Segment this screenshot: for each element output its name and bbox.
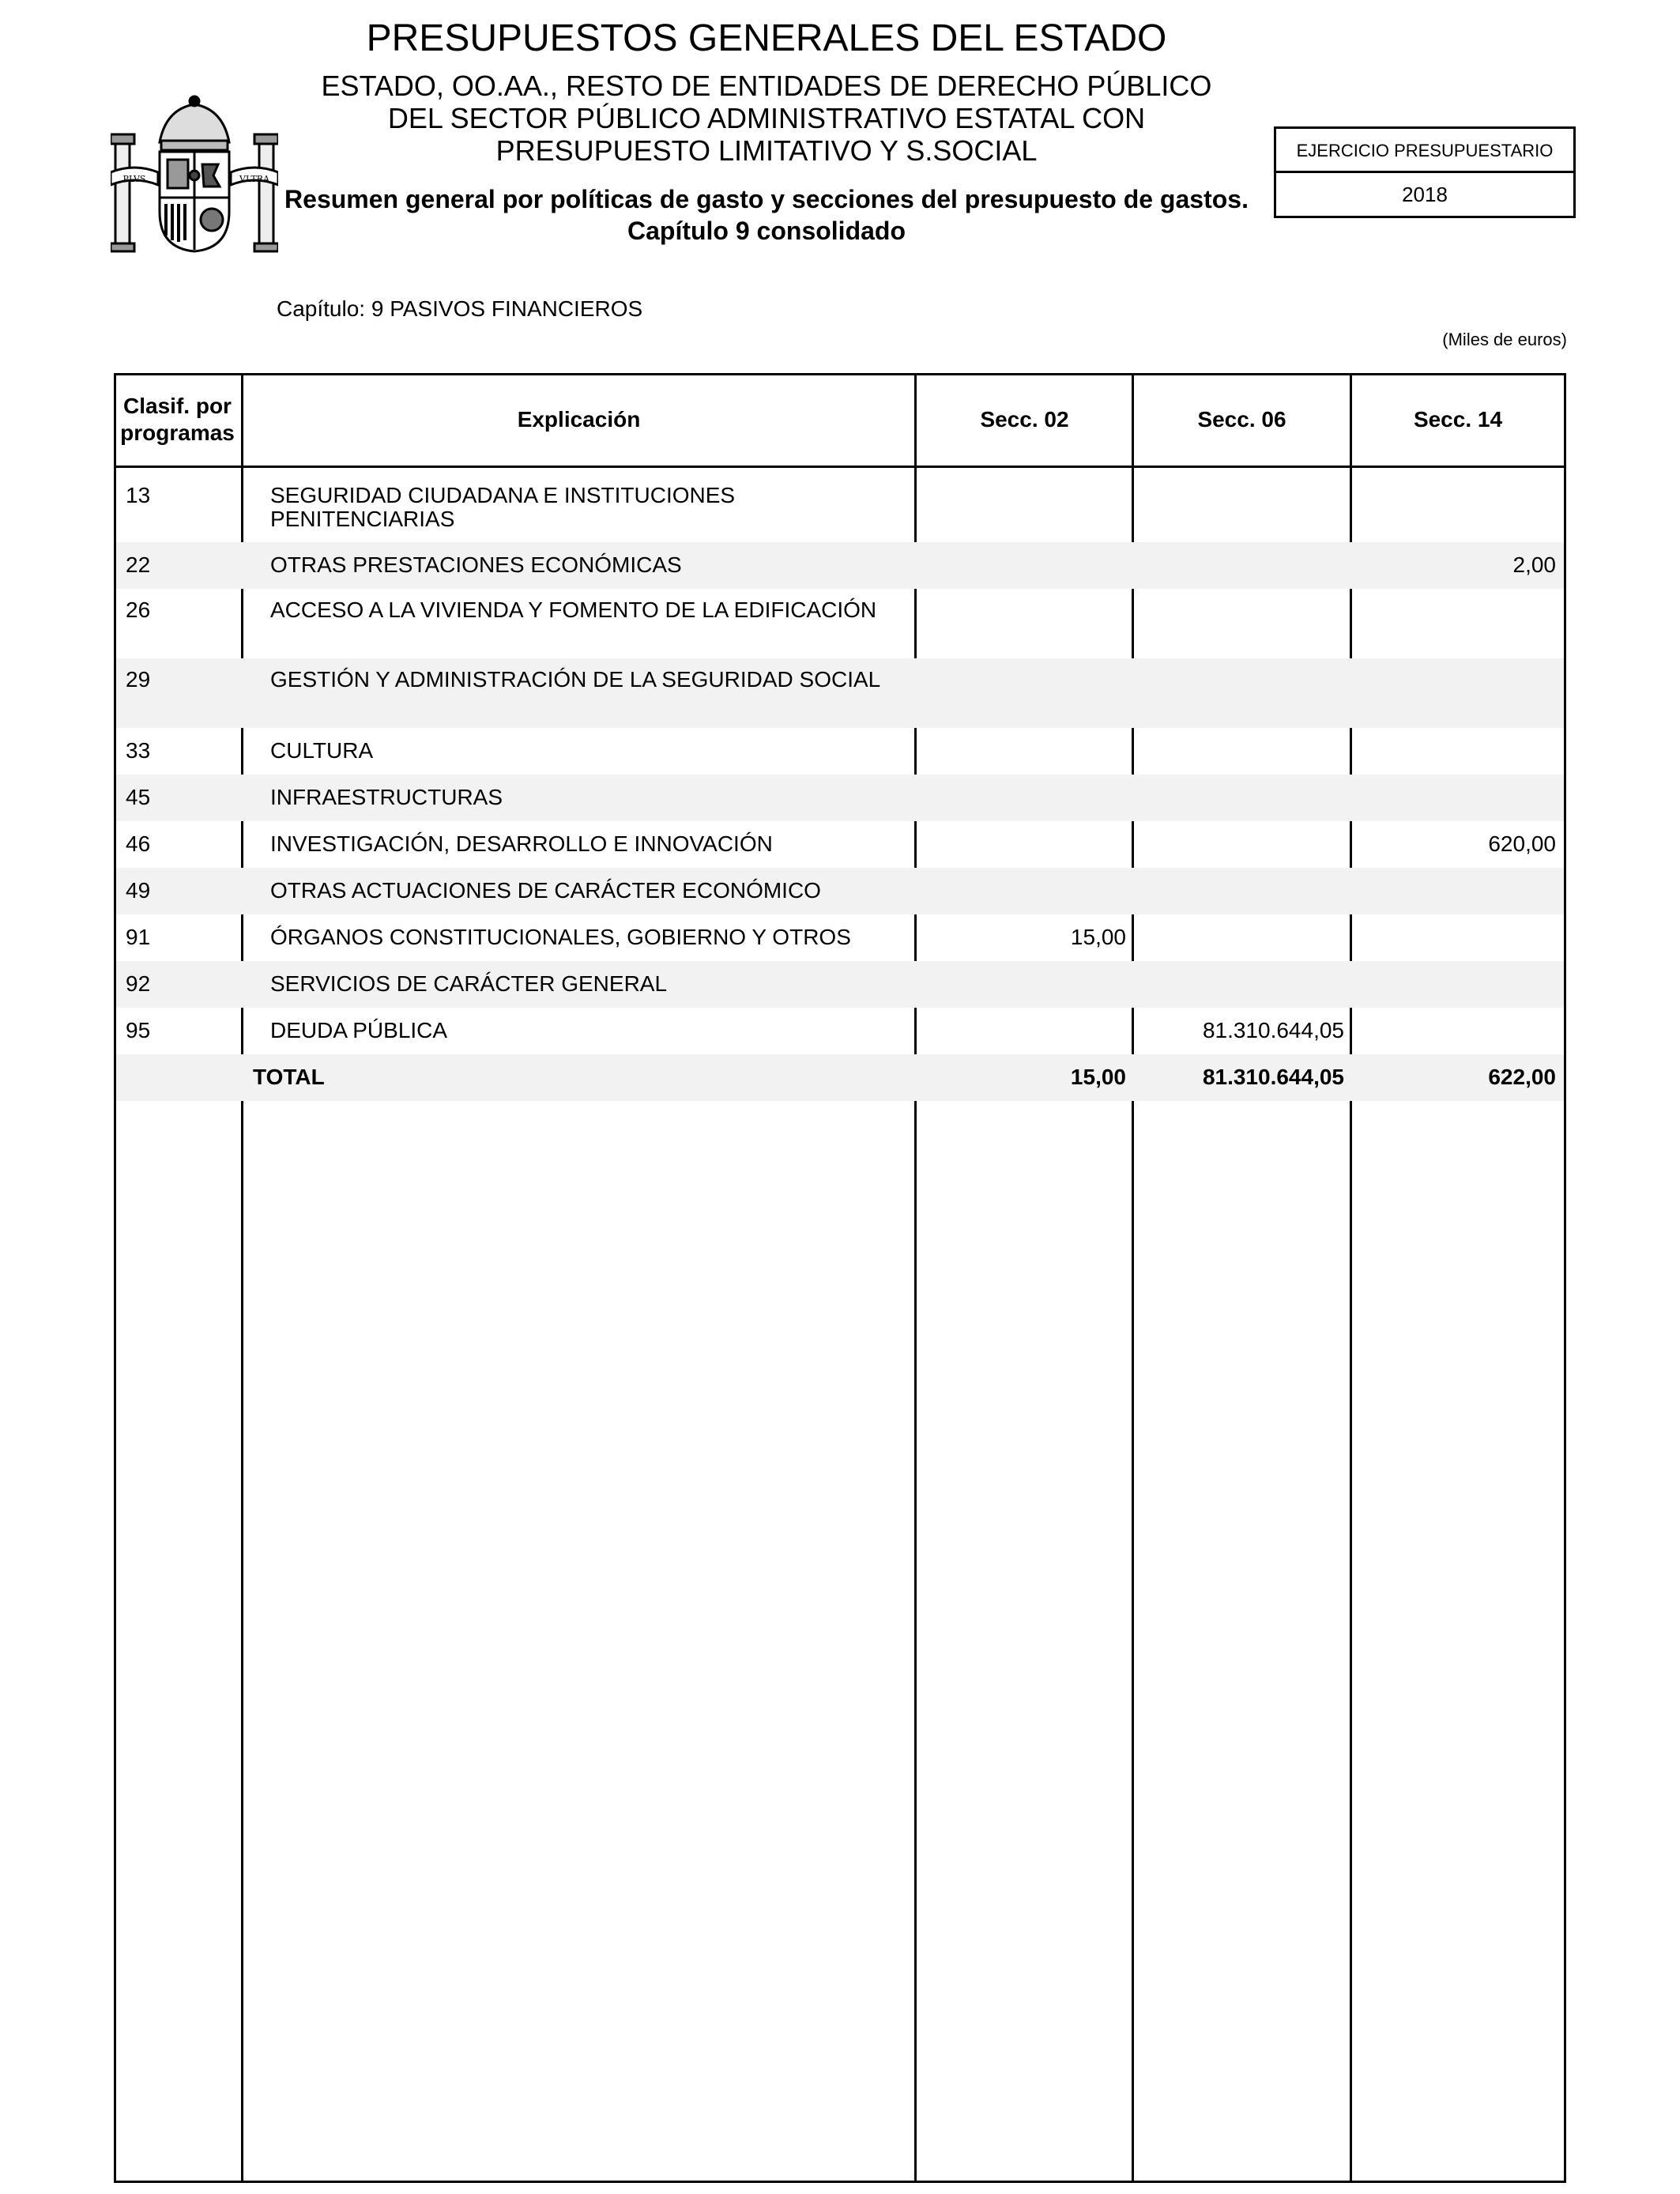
row-description: ACCESO A LA VIVIENDA Y FOMENTO DE LA EDIFICACIÓN: [270, 598, 877, 622]
table-row: [116, 1008, 1564, 1054]
fiscal-year-box: [1274, 126, 1576, 218]
row-secc02: [917, 961, 1126, 972]
row-secc06: [1135, 728, 1344, 739]
crest-motto-left: PLVS: [122, 174, 146, 184]
column-header-secc14: Secc. 14: [1413, 406, 1503, 432]
row-secc02: [917, 868, 1126, 879]
document-description: [269, 183, 1264, 247]
row-code: 92: [126, 971, 151, 996]
row-description: ÓRGANOS CONSTITUCIONALES, GOBIERNO Y OTROS: [270, 925, 851, 949]
row-code: 45: [126, 785, 151, 809]
row-code: 46: [126, 831, 151, 856]
description-line: Resumen general por políticas de gasto y secciones del presupuesto de gastos.: [284, 185, 1249, 213]
row-secc14: [1353, 961, 1556, 972]
fiscal-year-value: 2018: [1402, 183, 1448, 206]
row-code: 91: [126, 925, 151, 949]
row-code: 29: [126, 667, 151, 692]
table-row: [116, 868, 1564, 914]
document-title: PRESUPUESTOS GENERALES DEL ESTADO: [366, 17, 1167, 59]
row-description: INVESTIGACIÓN, DESARROLLO E INNOVACIÓN: [270, 831, 773, 856]
table-row: [116, 728, 1564, 775]
row-secc06: [1135, 589, 1344, 598]
row-secc14: [1353, 468, 1556, 484]
table-row: [116, 821, 1564, 868]
row-secc02: [917, 589, 1126, 598]
column-header-secc02: Secc. 02: [980, 406, 1069, 432]
row-description: OTRAS PRESTACIONES ECONÓMICAS: [270, 552, 682, 577]
row-secc14: [1353, 589, 1556, 598]
column-header-code: Clasif. por programas: [120, 393, 235, 445]
row-description: GESTIÓN Y ADMINISTRACIÓN DE LA SEGURIDAD SOCIAL: [270, 667, 881, 692]
row-secc02: [917, 728, 1126, 739]
row-description: SEGURIDAD CIUDADANA E INSTITUCIONES PENITENCIARIAS: [270, 483, 736, 531]
row-secc14: 620,00: [1488, 831, 1556, 856]
row-code: 26: [126, 598, 151, 622]
units-note: (Miles de euros): [1442, 330, 1567, 349]
total-label: TOTAL: [253, 1065, 325, 1089]
table-total-row: [116, 1054, 1564, 1101]
row-description: INFRAESTRUCTURAS: [270, 785, 503, 809]
row-secc02: [917, 1008, 1126, 1019]
table-header: [114, 373, 1566, 468]
table-row: [116, 775, 1564, 821]
total-secc02: 15,00: [1070, 1065, 1126, 1089]
document-subtitle: [284, 70, 1249, 167]
row-secc14: [1353, 775, 1556, 786]
row-code: 49: [126, 878, 151, 903]
row-secc06: [1135, 775, 1344, 786]
subtitle-line: ESTADO, OO.AA., RESTO DE ENTIDADES DE DERECHO PÚBLICO: [321, 70, 1212, 102]
row-code: 13: [126, 483, 151, 507]
total-secc06: 81.310.644,05: [1202, 1065, 1344, 1089]
subtitle-line: PRESUPUESTO LIMITATIVO Y S.SOCIAL: [495, 134, 1038, 167]
row-code: 33: [126, 738, 151, 763]
row-secc02: [917, 775, 1126, 786]
row-secc14: [1353, 868, 1556, 879]
subtitle-line: DEL SECTOR PÚBLICO ADMINISTRATIVO ESTATAL CON: [387, 102, 1146, 134]
spain-coat-of-arms-icon: [111, 93, 278, 255]
table-body: [116, 468, 1564, 1101]
crest-motto-right: VLTRA: [239, 174, 269, 184]
table-row: [116, 914, 1564, 961]
fiscal-year-label: EJERCICIO PRESUPUESTARIO: [1276, 129, 1573, 173]
row-secc02: [917, 542, 1126, 553]
row-secc02: [917, 468, 1126, 484]
row-secc14: [1353, 728, 1556, 739]
row-description: DEUDA PÚBLICA: [270, 1018, 448, 1042]
row-secc06: [1135, 821, 1344, 832]
row-secc14: [1353, 1008, 1556, 1019]
row-code: 95: [126, 1018, 151, 1042]
row-secc06: [1135, 961, 1344, 972]
description-line: Capítulo 9 consolidado: [627, 217, 906, 245]
row-description: CULTURA: [270, 738, 374, 763]
table-row: [116, 658, 1564, 728]
table-row: [116, 468, 1564, 542]
row-secc06: [1135, 542, 1344, 553]
row-secc06: [1135, 658, 1344, 668]
row-description: OTRAS ACTUACIONES DE CARÁCTER ECONÓMICO: [270, 878, 821, 903]
row-code: 22: [126, 552, 151, 577]
row-secc14: [1353, 914, 1556, 925]
row-secc14: 2,00: [1512, 552, 1556, 577]
column-header-secc06: Secc. 06: [1197, 406, 1286, 432]
row-secc06: [1135, 914, 1344, 925]
row-description: SERVICIOS DE CARÁCTER GENERAL: [270, 971, 668, 996]
row-secc14: [1353, 658, 1556, 668]
row-secc06: [1135, 468, 1344, 484]
total-secc14: 622,00: [1488, 1065, 1556, 1089]
row-secc06: [1135, 868, 1344, 879]
table-row: [116, 542, 1564, 589]
column-header-description: Explicación: [517, 406, 641, 432]
row-secc02: 15,00: [1070, 925, 1126, 949]
table-row: [116, 589, 1564, 658]
row-secc02: [917, 821, 1126, 832]
row-secc06: 81.310.644,05: [1202, 1018, 1344, 1042]
table-row: [116, 961, 1564, 1008]
row-secc02: [917, 658, 1126, 668]
chapter-heading: Capítulo: 9 PASIVOS FINANCIEROS: [277, 296, 643, 321]
